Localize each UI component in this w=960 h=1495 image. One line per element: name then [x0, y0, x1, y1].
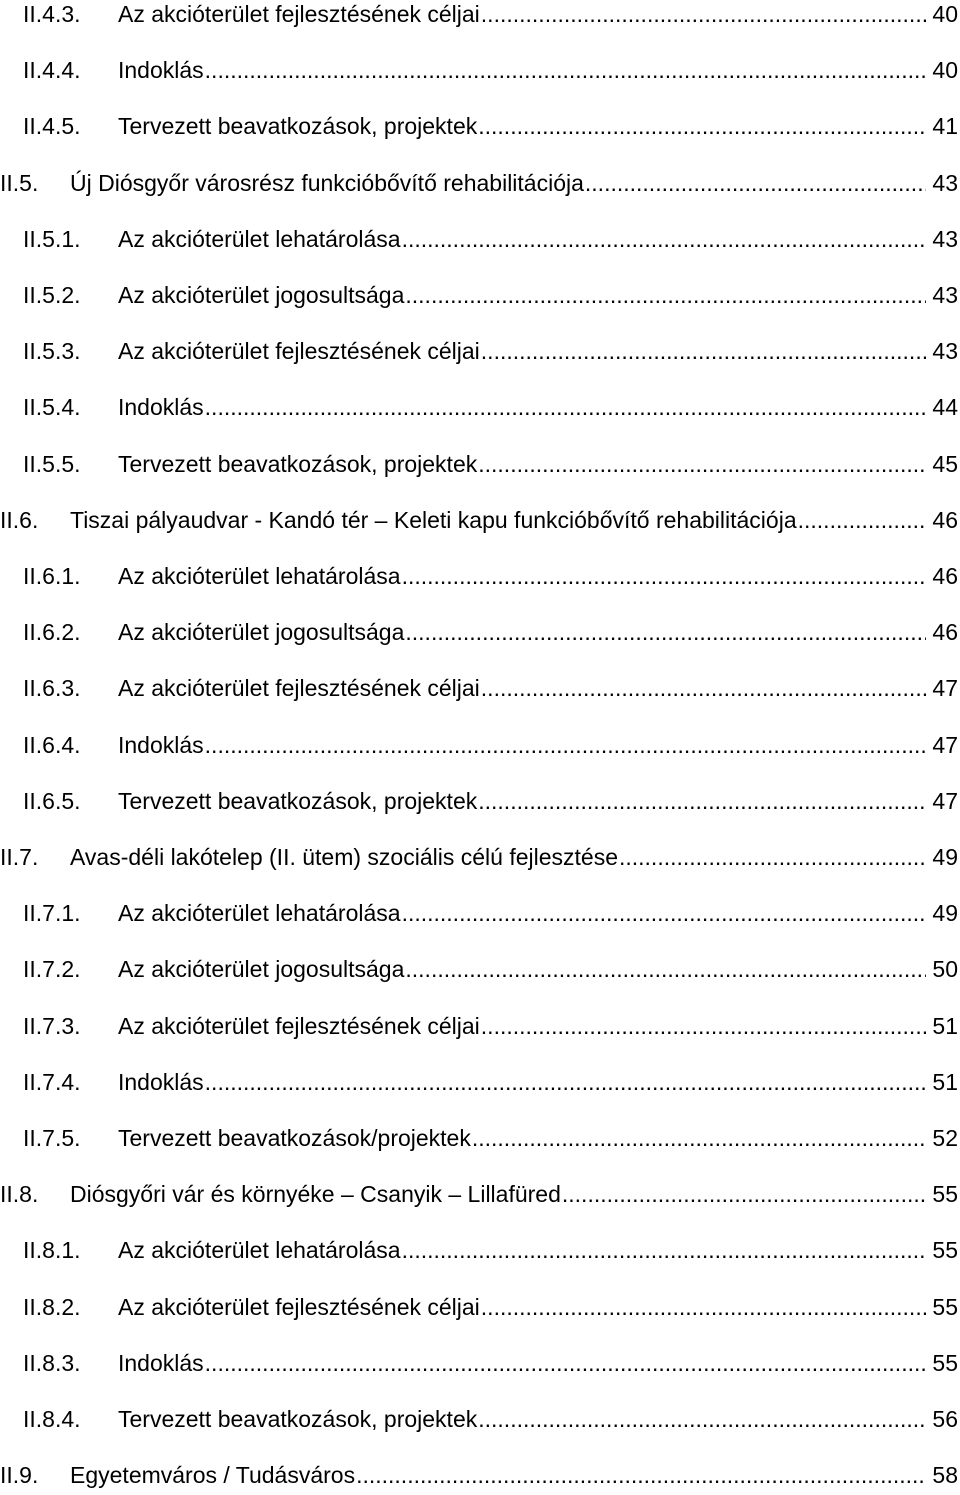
dot-leader: [618, 843, 926, 871]
toc-entry-number: II.9.: [0, 1462, 39, 1489]
dot-leader: [401, 225, 927, 253]
toc-entry-page-number: 47: [932, 731, 958, 758]
toc-entry-title: Az akcióterület lehatárolása: [118, 1237, 401, 1264]
dot-leader: [561, 1180, 927, 1208]
toc-entry-page-number: 49: [932, 900, 958, 927]
toc-entry-line: [118, 787, 960, 815]
toc-entry-line: [118, 1349, 960, 1377]
toc-entry-page-number: 43: [932, 169, 958, 196]
toc-entry-line: [118, 1012, 960, 1040]
toc-entry-page-number: 55: [932, 1349, 958, 1376]
toc-entry-line: [118, 225, 960, 253]
toc-entry[interactable]: [0, 1062, 960, 1102]
toc-entry-page-number: 56: [932, 1406, 958, 1432]
toc-entry-page-number: 47: [932, 787, 958, 814]
toc-entry[interactable]: [0, 444, 960, 484]
toc-entry-line: [70, 1461, 960, 1489]
toc-entry-title: Az akcióterület fejlesztésének céljai: [118, 675, 480, 702]
toc-entry-number: II.7.2.: [23, 956, 81, 983]
dot-leader: [204, 393, 927, 421]
toc-entry-title: Egyetemváros / Tudásváros: [70, 1462, 356, 1489]
toc-entry-number: II.7.: [0, 844, 39, 870]
toc-entry[interactable]: [0, 1455, 960, 1495]
toc-entry-line: [70, 506, 960, 534]
toc-entry[interactable]: [0, 500, 960, 540]
toc-entry-title: Tervezett beavatkozások/projektek: [118, 1125, 471, 1151]
dot-leader: [477, 450, 926, 478]
toc-entry-page-number: 44: [932, 394, 958, 421]
toc-entry-line: [118, 1405, 960, 1433]
dot-leader: [471, 1124, 927, 1152]
toc-entry-line: [118, 1236, 960, 1264]
toc-entry-page-number: 40: [932, 1, 958, 27]
toc-entry-number: II.7.4.: [23, 1068, 81, 1095]
toc-entry-number: II.8.1.: [23, 1237, 81, 1264]
dot-leader: [404, 955, 926, 983]
dot-leader: [204, 56, 927, 84]
toc-entry-title: Az akcióterület jogosultsága: [118, 619, 405, 646]
toc-entry[interactable]: [0, 556, 960, 596]
toc-entry[interactable]: [0, 893, 960, 933]
toc-entry[interactable]: [0, 1287, 960, 1327]
dot-leader: [480, 0, 927, 28]
toc-entry-number: II.5.: [0, 169, 39, 196]
toc-entry-title: Az akcióterület fejlesztésének céljai: [118, 1293, 480, 1320]
toc-entry-line: [118, 112, 960, 140]
toc-entry-title: Az akcióterület jogosultsága: [118, 282, 405, 308]
toc-entry[interactable]: [0, 949, 960, 989]
toc-entry-title: Indoklás: [118, 1068, 204, 1095]
toc-entry-page-number: 45: [932, 450, 958, 477]
toc-entry-number: II.5.2.: [23, 282, 81, 308]
toc-entry[interactable]: [0, 1006, 960, 1046]
toc-entry-number: II.6.4.: [23, 731, 81, 758]
dot-leader: [477, 112, 926, 140]
toc-entry-line: [70, 1180, 960, 1208]
dot-leader: [204, 1349, 927, 1377]
toc-entry-title: Tervezett beavatkozások, projektek: [118, 450, 478, 477]
toc-entry-line: [118, 56, 960, 84]
toc-entry[interactable]: [0, 387, 960, 427]
dot-leader: [401, 562, 927, 590]
toc-entry-line: [118, 731, 960, 759]
toc-entry-title: Az akcióterület fejlesztésének céljai: [118, 338, 480, 365]
toc-entry-number: II.6.5.: [23, 787, 81, 814]
toc-entry[interactable]: [0, 668, 960, 708]
toc-entry-title: Az akcióterület lehatárolása: [118, 563, 401, 589]
toc-entry-number: II.4.4.: [23, 57, 81, 84]
dot-leader: [797, 506, 927, 534]
toc-entry-page-number: 51: [932, 1012, 958, 1039]
toc-entry-number: II.6.2.: [23, 619, 81, 646]
toc-entry-number: II.7.3.: [23, 1012, 81, 1039]
toc-entry-title: Tervezett beavatkozások, projektek: [118, 113, 478, 140]
toc-entry[interactable]: [0, 612, 960, 652]
toc-entry-title: Az akcióterület lehatárolása: [118, 900, 401, 927]
toc-entry-page-number: 46: [932, 506, 958, 533]
dot-leader: [401, 1236, 927, 1264]
toc-entry-title: Indoklás: [118, 394, 204, 421]
dot-leader: [584, 169, 927, 197]
toc-entry-title: Tervezett beavatkozások, projektek: [118, 787, 478, 814]
toc-entry-number: II.4.5.: [23, 113, 81, 140]
toc-entry[interactable]: [0, 163, 960, 203]
toc-entry[interactable]: [0, 219, 960, 259]
toc-entry[interactable]: [0, 1399, 960, 1439]
dot-leader: [477, 787, 926, 815]
toc-entry-number: II.7.5.: [23, 1125, 81, 1151]
toc-entry-page-number: 51: [932, 1068, 958, 1095]
toc-entry-number: II.5.3.: [23, 338, 81, 365]
dot-leader: [477, 1405, 926, 1433]
toc-entry-page-number: 43: [932, 225, 958, 252]
toc-entry-line: [118, 1124, 960, 1152]
dot-leader: [480, 1293, 927, 1321]
toc-entry-page-number: 43: [932, 282, 958, 308]
toc-entry-line: [118, 674, 960, 702]
toc-entry-title: Tervezett beavatkozások, projektek: [118, 1406, 478, 1432]
toc-entry-page-number: 46: [932, 619, 958, 646]
toc-entry-line: [70, 169, 960, 197]
toc-entry-title: Az akcióterület jogosultsága: [118, 956, 405, 983]
toc-entry-line: [118, 0, 960, 28]
toc-entry-number: II.7.1.: [23, 900, 81, 927]
toc-entry-number: II.5.5.: [23, 450, 81, 477]
toc-entry-line: [118, 337, 960, 365]
toc-entry-page-number: 52: [932, 1125, 958, 1151]
toc-entry-page-number: 55: [932, 1237, 958, 1264]
toc-entry-line: [118, 899, 960, 927]
toc-entry-title: Indoklás: [118, 731, 204, 758]
toc-entry-number: II.6.: [0, 506, 39, 533]
toc-entry-page-number: 55: [932, 1181, 958, 1208]
dot-leader: [401, 899, 927, 927]
toc-entry-page-number: 40: [932, 57, 958, 84]
toc-entry[interactable]: [0, 275, 960, 315]
toc-entry-number: II.5.4.: [23, 394, 81, 421]
toc-entry-line: [118, 1068, 960, 1096]
toc-entry-line: [118, 618, 960, 646]
dot-leader: [204, 731, 927, 759]
toc-entry-page-number: 47: [932, 675, 958, 702]
toc-entry[interactable]: [0, 0, 960, 34]
toc-entry-line: [118, 1293, 960, 1321]
toc-entry[interactable]: [0, 50, 960, 90]
toc-entry-number: II.8.2.: [23, 1293, 81, 1320]
toc-entry-line: [70, 843, 960, 871]
dot-leader: [404, 281, 926, 309]
toc-entry-title: Diósgyőri vár és környéke – Csanyik – Lillafüred: [70, 1181, 561, 1208]
toc-entry[interactable]: [0, 1174, 960, 1214]
dot-leader: [204, 1068, 927, 1096]
toc-entry-number: II.8.3.: [23, 1349, 81, 1376]
toc-entry-page-number: 41: [932, 113, 958, 140]
toc-entry[interactable]: [0, 725, 960, 765]
toc-entry-page-number: 49: [932, 844, 958, 870]
dot-leader: [355, 1461, 926, 1489]
toc-entry-title: Az akcióterület lehatárolása: [118, 225, 401, 252]
toc-entry[interactable]: [0, 837, 960, 877]
dot-leader: [480, 337, 927, 365]
dot-leader: [404, 618, 926, 646]
toc-entry-number: II.4.3.: [23, 1, 81, 27]
toc-entry-title: Új Diósgyőr városrész funkcióbővítő rehabilitációja: [70, 169, 584, 196]
toc-entry-line: [118, 450, 960, 478]
toc-entry-title: Indoklás: [118, 1349, 204, 1376]
toc-entry-line: [118, 281, 960, 309]
toc-entry-number: II.8.: [0, 1181, 39, 1208]
dot-leader: [480, 674, 927, 702]
toc-entry[interactable]: [0, 1230, 960, 1270]
toc-entry-title: Tiszai pályaudvar - Kandó tér – Keleti kapu funkcióbővítő rehabilitációja: [70, 506, 797, 533]
toc-entry-page-number: 58: [932, 1462, 958, 1489]
toc-entry-number: II.5.1.: [23, 225, 81, 252]
toc-entry-number: II.6.3.: [23, 675, 81, 702]
toc-entry-number: II.8.4.: [23, 1406, 81, 1432]
toc-entry[interactable]: [0, 1343, 960, 1383]
toc-entry[interactable]: [0, 781, 960, 821]
toc-entry-page-number: 50: [932, 956, 958, 983]
toc-entry[interactable]: [0, 331, 960, 371]
toc-entry-number: II.6.1.: [23, 563, 81, 589]
toc-entry-title: Az akcióterület fejlesztésének céljai: [118, 1, 480, 27]
toc-entry-line: [118, 955, 960, 983]
toc-entry-title: Az akcióterület fejlesztésének céljai: [118, 1012, 480, 1039]
toc-entry[interactable]: [0, 1118, 960, 1158]
toc-entry-page-number: 55: [932, 1293, 958, 1320]
toc-entry-line: [118, 562, 960, 590]
toc-entry-page-number: 46: [932, 563, 958, 589]
toc-entry-page-number: 43: [932, 338, 958, 365]
toc-entry-title: Avas-déli lakótelep (II. ütem) szociális célú fejlesztése: [70, 844, 618, 870]
toc-entry[interactable]: [0, 106, 960, 146]
dot-leader: [480, 1012, 927, 1040]
toc-entry-title: Indoklás: [118, 57, 204, 84]
toc-entry-line: [118, 393, 960, 421]
